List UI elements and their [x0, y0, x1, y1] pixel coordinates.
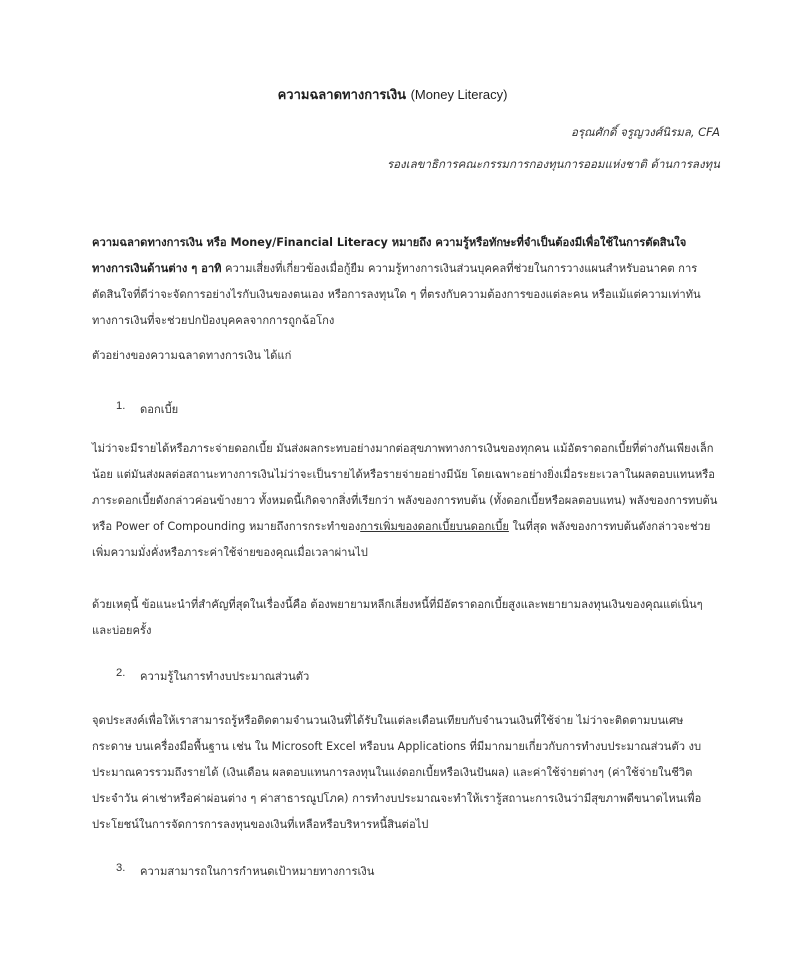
list-number: 3. [116, 862, 126, 874]
title-latin: (Money Literacy) [410, 87, 508, 102]
interest-advice-paragraph: ด้วยเหตุนี้ ข้อแนะนำที่สำคัญที่สุดในเรื่องนี้คือ ต้องพยายามหลีกเลี่ยงหนี้ที่มีอัตราดอกเบี้ยสูงและพยายามลงทุนเงินของคุณแต่เนิ่นๆ และบ่อยครั้ง [92, 598, 703, 637]
list-item-3 [116, 862, 374, 880]
budget-paragraph: จุดประสงค์เพื่อให้เราสามารถรู้หรือติดตามจำนวนเงินที่ได้รับในแต่ละเดือนเทียบกับจำนวนเงินที่ใช้จ่าย ไม่ว่าจะติดตามบนเศษกระดาษ บนเครื่องมือพื้นฐาน เช่น ใน Microsoft Excel หรือบน Applications ที่มีมากมายเกี่ยวกับการทำงบประมาณส่วนตัว งบประมาณควรรวมถึงรายได้ (เงินเดือน ผลตอบแทนการลงทุนในแง่ดอกเบี้ยหรือเงินปันผล) และค่าใช้จ่ายต่างๆ (ค่าใช้จ่ายในชีวิตประจำวัน ค่าเช่าหรือค่าผ่อนต่าง ๆ ค่าสาธารณูปโภค) การทำงบประมาณจะทำให้เรารู้สถานะการเงินว่ามีสุขภาพดีขนาดไหนเพื่อประโยชน์ในการจัดการการลงทุนของเงินที่เหลือหรือบริหารหนี้สินต่อไป [92, 714, 702, 831]
interest-text-after: ในที่สุด พลังของการทบต้นดังกล่าวจะช่วยเพิ่มความมั่งคั่งหรือภาระค่าใช้จ่ายของคุณเมื่อเวลาผ่านไป [92, 520, 711, 559]
list-item-1 [116, 400, 178, 418]
list-label: ความสามารถในการกำหนดเป้าหมายทางการเงิน [140, 865, 375, 878]
document-title [0, 84, 785, 105]
author-position: รองเลขาธิการคณะกรรมการกองทุนการออมแห่งชาติ ด้านการลงทุน [386, 157, 720, 171]
intro-rest: ความเสี่ยงที่เกี่ยวข้องเมื่อกู้ยืม ความรู้ทางการเงินส่วนบุคคลที่ช่วยในการวางแผนสำหรับอนาคต การตัดสินใจที่ดีว่าจะจัดการอย่างไรกับเงินของตนเอง หรือการลงทุนใด ๆ ที่ตรงกับความต้องการของแต่ละคน หรือแม้แต่ความเท่าทันทางการเงินที่จะช่วยปกป้องบุคคลจากการถูกฉ้อโกง [92, 262, 701, 327]
list-number: 1. [116, 400, 126, 412]
list-item-2 [116, 667, 309, 685]
title-thai: ความฉลาดทางการเงิน [277, 88, 407, 103]
intro-paragraph [92, 230, 722, 334]
interest-underlined-phrase: การเพิ่มของดอกเบี้ยบนดอกเบี้ย [360, 520, 509, 533]
list-number: 2. [116, 667, 126, 679]
interest-paragraph [92, 436, 722, 566]
examples-heading: ตัวอย่างของความฉลาดทางการเงิน ได้แก่ [92, 349, 292, 362]
list-label: ความรู้ในการทำงบประมาณส่วนตัว [140, 670, 310, 683]
intro-bold-lead: ความฉลาดทางการเงิน หรือ Money/Financial Literacy หมายถึง ความรู้หรือทักษะที่จำเป็นต้องมีเพื่อใช้ในการตัดสินใจทางการเงินด้านต่าง ๆ อาทิ [92, 236, 687, 275]
list-label: ดอกเบี้ย [140, 403, 179, 416]
interest-text-before: ไม่ว่าจะมีรายได้หรือภาระจ่ายดอกเบี้ย มันส่งผลกระทบอย่างมากต่อสุขภาพทางการเงินของทุกคน แม้อัตราดอกเบี้ยที่ต่างกันเพียงเล็กน้อย แต่มันส่งผลต่อสถานะทางการเงินไม่ว่าจะเป็นรายได้หรือรายจ่ายอย่างมีนัย โดยเฉพาะอย่างยิ่งเมื่อระยะเวลาในผลตอบแทนหรือภาระดอกเบี้ยดังกล่าวค่อนข้างยาว ทั้งหมดนี้เกิดจากสิ่งที่เรียกว่า พลังของการทบต้น (ทั้งดอกเบี้ยหรือผลตอบแทน) พลังของการทบต้น หรือ Power of Compounding หมายถึงการกระทำของ [92, 442, 718, 533]
author-name: อรุณศักดิ์ จรูญวงศ์นิรมล, CFA [570, 125, 720, 139]
